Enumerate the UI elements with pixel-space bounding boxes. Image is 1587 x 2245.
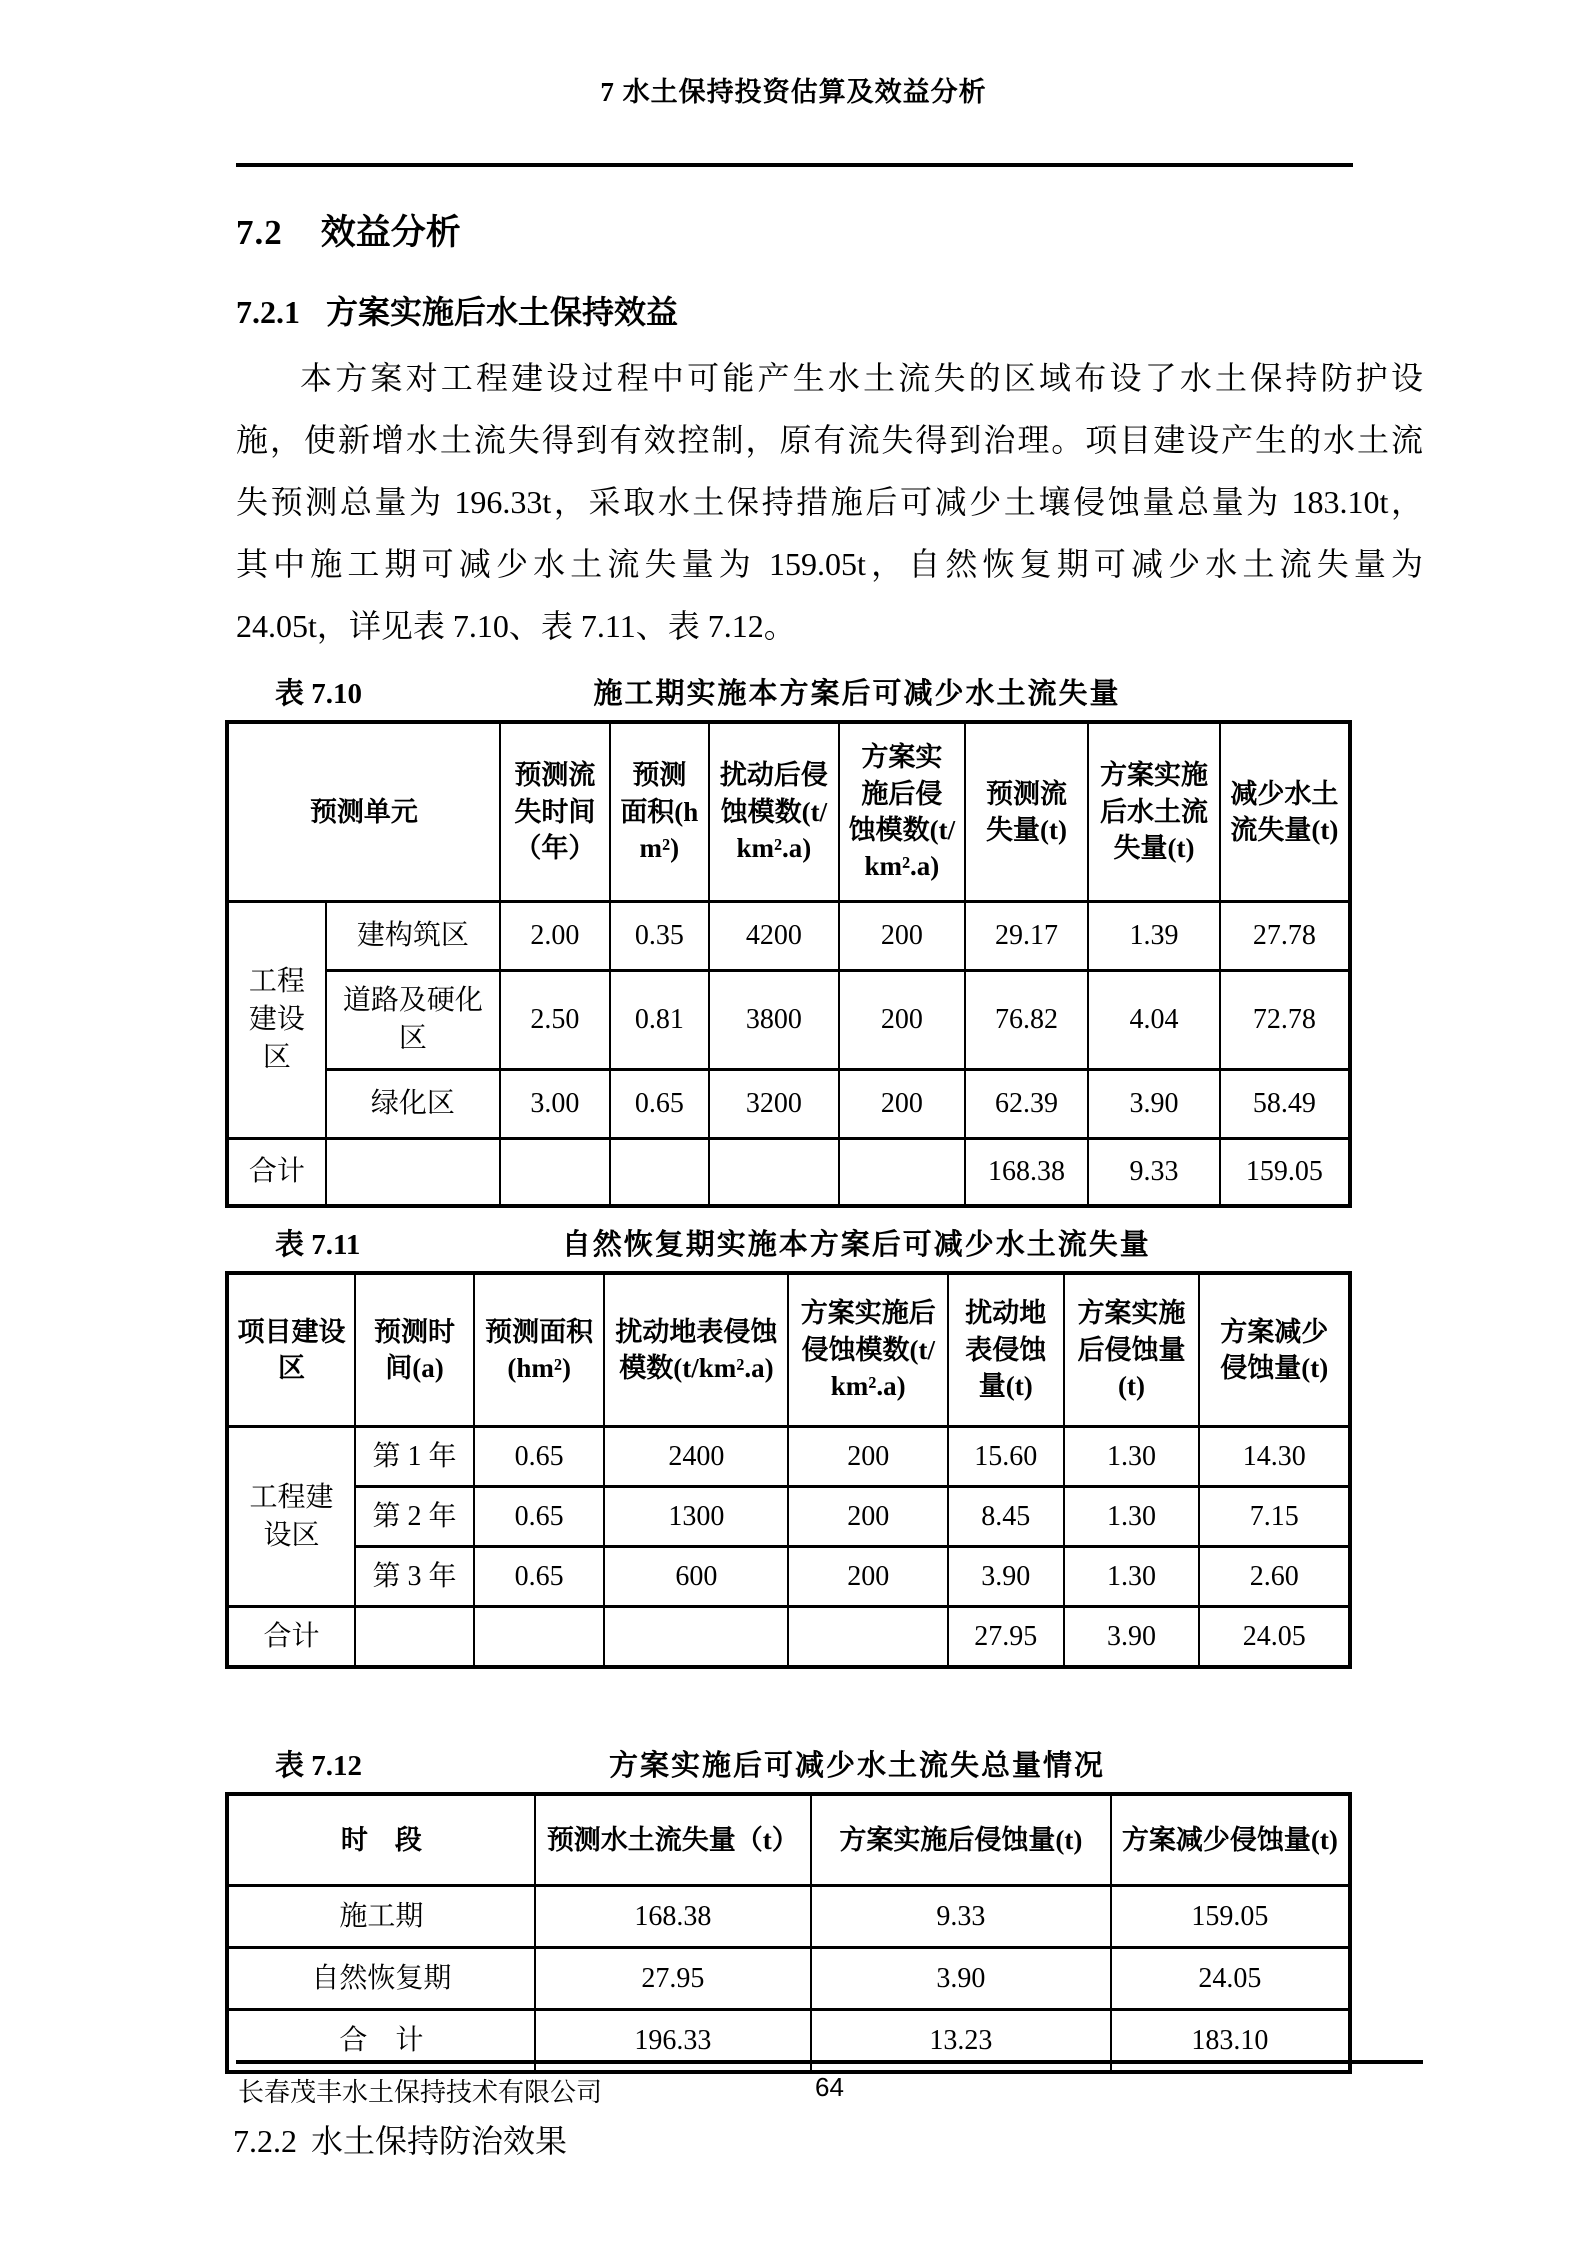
- table-caption-label: 表 7.10: [275, 678, 363, 710]
- data-cell: 76.82: [965, 971, 1089, 1070]
- page-footer: [236, 2072, 1423, 2112]
- data-cell: 58.49: [1220, 1070, 1350, 1139]
- data-cell: 1300: [604, 1487, 788, 1547]
- data-cell: 建构筑区: [326, 902, 500, 971]
- data-cell: 196.33: [535, 2010, 811, 2073]
- header-cell: 预测面积(hm²): [610, 722, 709, 902]
- total-label-cell: 合 计: [227, 2010, 535, 2073]
- data-cell: 29.17: [965, 902, 1089, 971]
- data-cell: 27.95: [948, 1607, 1064, 1668]
- header-cell: 扰动后侵蚀模数(t/km².a): [709, 722, 839, 902]
- data-cell: 159.05: [1220, 1139, 1350, 1207]
- data-cell: [839, 1139, 965, 1207]
- data-cell: 24.05: [1199, 1607, 1350, 1668]
- data-cell: 14.30: [1199, 1427, 1350, 1487]
- table-7-10-caption: [225, 671, 1352, 712]
- section-heading-7-2-1: [236, 287, 1423, 333]
- header-cell: 预测时间(a): [355, 1273, 474, 1427]
- data-cell: 200: [839, 1070, 965, 1139]
- section-number: 7.2.2: [233, 2123, 297, 2159]
- data-cell: 4200: [709, 902, 839, 971]
- page-header-title: 7 水土保持投资估算及效益分析: [600, 77, 987, 107]
- header-cell: 扰动地表侵蚀量(t): [948, 1273, 1064, 1427]
- header-cell: 项目建设区: [227, 1273, 355, 1427]
- data-cell: 183.10: [1111, 2010, 1350, 2073]
- data-cell: 1.30: [1064, 1487, 1200, 1547]
- table-row: [227, 971, 1350, 1070]
- table-header-row: [227, 1794, 1350, 1886]
- header-cell: 方案实施后侵蚀量(t): [811, 1794, 1111, 1886]
- header-cell: 方案实施后水土流失量(t): [1088, 722, 1219, 902]
- page-number: 64: [815, 2072, 844, 2102]
- header-cell: 方案实施后侵蚀模数(t/km².a): [788, 1273, 947, 1427]
- data-cell: 0.65: [610, 1070, 709, 1139]
- data-cell: 0.35: [610, 902, 709, 971]
- data-cell: 1.30: [1064, 1427, 1200, 1487]
- section-number: 7.2.1: [236, 294, 300, 330]
- table-header-row: [227, 722, 1350, 902]
- data-cell: 62.39: [965, 1070, 1089, 1139]
- data-cell: 24.05: [1111, 1948, 1350, 2010]
- header-cell: 预测面积(hm²): [474, 1273, 604, 1427]
- data-cell: [610, 1139, 709, 1207]
- table-row: [227, 1886, 1350, 1948]
- data-cell: [326, 1139, 500, 1207]
- table-7-11-caption: [225, 1222, 1352, 1263]
- data-cell: [604, 1607, 788, 1668]
- table-row: [227, 1547, 1350, 1607]
- header-cell: 时 段: [227, 1794, 535, 1886]
- section-number: 7.2: [236, 213, 283, 252]
- data-cell: 0.65: [474, 1487, 604, 1547]
- header-cell: 预测流失时间（年）: [500, 722, 610, 902]
- data-cell: 200: [788, 1427, 947, 1487]
- data-cell: 绿化区: [326, 1070, 500, 1139]
- data-cell: 2.00: [500, 902, 610, 971]
- header-cell: 方案减少侵蚀量(t): [1199, 1273, 1350, 1427]
- table-caption-label: 表 7.11: [275, 1229, 361, 1261]
- data-cell: 施工期: [227, 1886, 535, 1948]
- data-cell: 168.38: [965, 1139, 1089, 1207]
- data-cell: 168.38: [535, 1886, 811, 1948]
- table-row: [227, 1948, 1350, 2010]
- header-cell: 方案实施后侵蚀模数(t/km².a): [839, 722, 965, 902]
- data-cell: 200: [839, 971, 965, 1070]
- header-cell: 预测水土流失量（t）: [535, 1794, 811, 1886]
- data-cell: 8.45: [948, 1487, 1064, 1547]
- table-row: [227, 902, 1350, 971]
- header-cell: 减少水土流失量(t): [1220, 722, 1350, 902]
- data-cell: 3.90: [811, 1948, 1111, 2010]
- data-cell: [500, 1139, 610, 1207]
- data-cell: 9.33: [811, 1886, 1111, 1948]
- paragraph-line: 施，使新增水土流失得到有效控制，原有流失得到治理。项目建设产生的水土流: [236, 422, 1423, 458]
- data-cell: 3.90: [948, 1547, 1064, 1607]
- data-cell: 159.05: [1111, 1886, 1350, 1948]
- data-cell: 第 1 年: [355, 1427, 474, 1487]
- data-cell: 1.39: [1088, 902, 1219, 971]
- data-cell: 3.00: [500, 1070, 610, 1139]
- header-rule: [236, 163, 1353, 167]
- section-heading-7-2: [236, 205, 1423, 255]
- data-cell: 600: [604, 1547, 788, 1607]
- data-cell: 3800: [709, 971, 839, 1070]
- table-7-11: [225, 1271, 1352, 1669]
- section-title: 方案实施后水土保持效益: [326, 294, 679, 330]
- data-cell: 27.95: [535, 1948, 811, 2010]
- paragraph-line: 24.05t，详见表 7.10、表 7.11、表 7.12。: [236, 608, 796, 644]
- data-cell: 27.78: [1220, 902, 1350, 971]
- data-cell: 0.81: [610, 971, 709, 1070]
- paragraph-line: 失预测总量为 196.33t，采取水土保持措施后可减少土壤侵蚀量总量为 183.10t，: [236, 484, 1423, 520]
- data-cell: 2.60: [1199, 1547, 1350, 1607]
- table-row: [227, 1070, 1350, 1139]
- data-cell: 2.50: [500, 971, 610, 1070]
- table-caption-title: 方案实施后可减少水土流失总量情况: [609, 1750, 1106, 1782]
- data-cell: 4.04: [1088, 971, 1219, 1070]
- paragraph-line: 本方案对工程建设过程中可能产生水土流失的区域布设了水土保持防护设: [300, 360, 1423, 396]
- section-heading-7-2-2: [233, 2116, 1423, 2162]
- header-cell: 预测流失量(t): [965, 722, 1089, 902]
- data-cell: [355, 1607, 474, 1668]
- table-7-12: [225, 1792, 1352, 2074]
- data-cell: 9.33: [1088, 1139, 1219, 1207]
- data-cell: [474, 1607, 604, 1668]
- header-cell: 方案实施后侵蚀量(t): [1064, 1273, 1200, 1427]
- data-cell: 第 2 年: [355, 1487, 474, 1547]
- paragraph-line: 其中施工期可减少水土流失量为 159.05t，自然恢复期可减少水土流失量为: [236, 546, 1423, 582]
- table-caption-title: 施工期实施本方案后可减少水土流失量: [593, 678, 1121, 710]
- table-7-12-caption: [225, 1743, 1352, 1784]
- body-paragraph: [236, 347, 1423, 657]
- total-label-cell: 合计: [227, 1139, 326, 1207]
- data-cell: 3.90: [1088, 1070, 1219, 1139]
- data-cell: 2400: [604, 1427, 788, 1487]
- total-label-cell: 合计: [227, 1607, 355, 1668]
- data-cell: 3200: [709, 1070, 839, 1139]
- footer-rule: [236, 2060, 1423, 2064]
- group-cell: 工程建设区: [227, 1427, 355, 1607]
- data-cell: 15.60: [948, 1427, 1064, 1487]
- data-cell: 3.90: [1064, 1607, 1200, 1668]
- table-row: [227, 1427, 1350, 1487]
- data-cell: 0.65: [474, 1547, 604, 1607]
- table-total-row: [227, 1607, 1350, 1668]
- data-cell: 自然恢复期: [227, 1948, 535, 2010]
- data-cell: 7.15: [1199, 1487, 1350, 1547]
- table-total-row: [227, 1139, 1350, 1207]
- section-title: 水土保持防治效果: [311, 2123, 568, 2159]
- header-cell: 预测单元: [227, 722, 500, 902]
- table-row: [227, 1487, 1350, 1547]
- footer-company-name: 长春茂丰水土保持技术有限公司: [238, 2078, 603, 2107]
- data-cell: 72.78: [1220, 971, 1350, 1070]
- data-cell: 0.65: [474, 1427, 604, 1487]
- header-cell: 方案减少侵蚀量(t): [1111, 1794, 1350, 1886]
- data-cell: [709, 1139, 839, 1207]
- data-cell: 200: [839, 902, 965, 971]
- table-7-10: [225, 720, 1352, 1208]
- data-cell: 13.23: [811, 2010, 1111, 2073]
- group-cell: 工程建设区: [227, 902, 326, 1139]
- data-cell: 200: [788, 1487, 947, 1547]
- data-cell: 200: [788, 1547, 947, 1607]
- table-caption-label: 表 7.12: [275, 1750, 363, 1782]
- table-header-row: [227, 1273, 1350, 1427]
- header-cell: 扰动地表侵蚀模数(t/km².a): [604, 1273, 788, 1427]
- data-cell: 1.30: [1064, 1547, 1200, 1607]
- data-cell: 第 3 年: [355, 1547, 474, 1607]
- data-cell: [788, 1607, 947, 1668]
- data-cell: 道路及硬化区: [326, 971, 500, 1070]
- section-title: 效益分析: [320, 213, 461, 252]
- table-caption-title: 自然恢复期实施本方案后可减少水土流失量: [561, 1229, 1151, 1261]
